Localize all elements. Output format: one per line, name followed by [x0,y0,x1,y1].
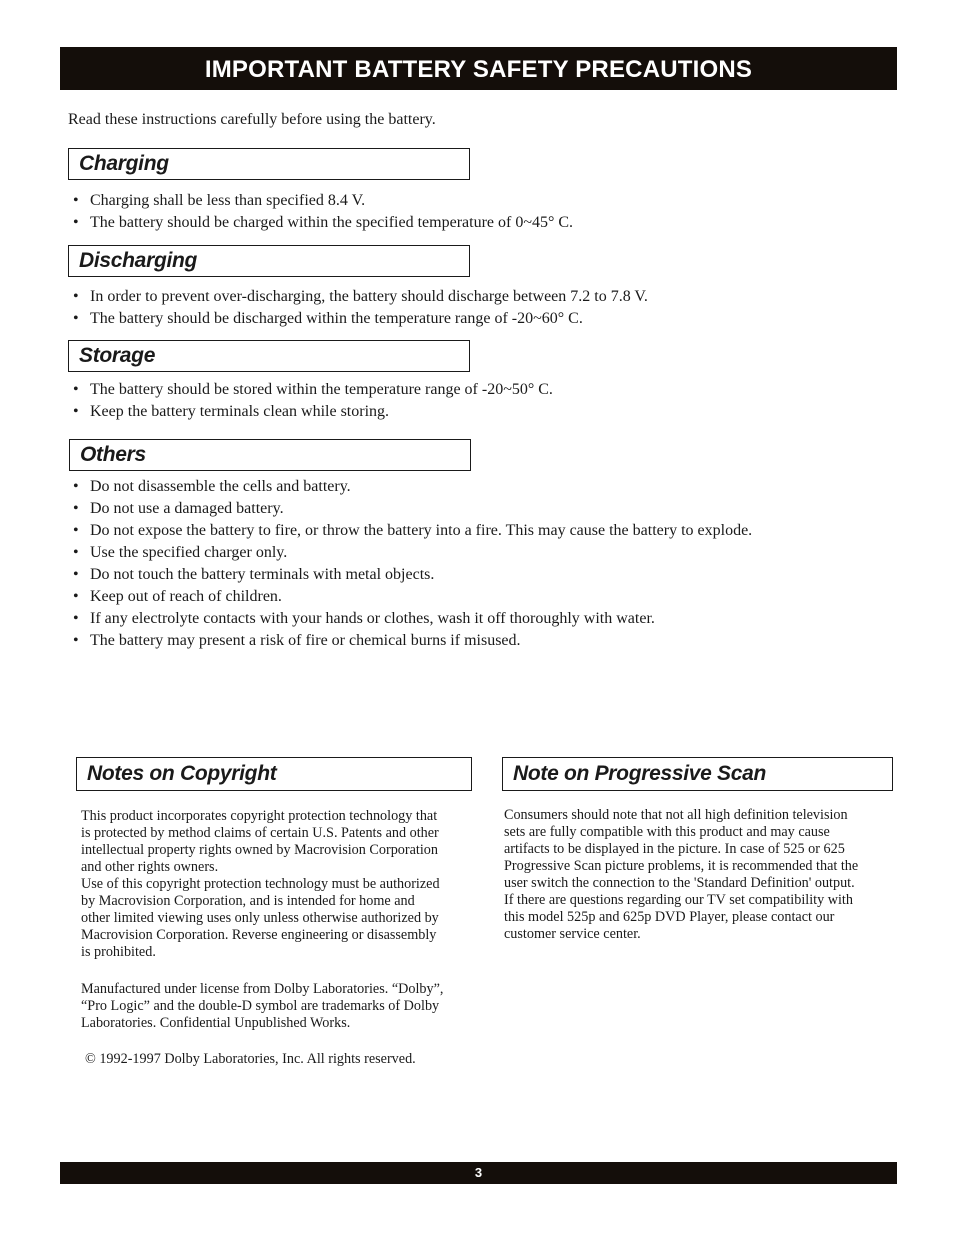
discharging-list [70,286,648,330]
intro-text: Read these instructions carefully before using the battery. [68,111,436,128]
list-item: • The battery should be discharged within the temperature range of -20~60° C. [70,308,648,330]
page-number-bar: 3 [60,1162,897,1184]
copyright-dolby-paragraph [81,981,443,1032]
copyright-macrovision-paragraph [81,808,440,961]
text-line: Laboratories. Confidential Unpublished Works. [81,1015,351,1031]
text-line: If there are questions regarding our TV set compatibility with [504,892,853,908]
list-item: • The battery should be charged within the specified temperature of 0~45° C. [70,212,573,234]
list-item: • Do not expose the battery to fire, or throw the battery into a fire. This may cause the battery to explode. [70,520,752,542]
storage-heading: Storage [68,340,470,372]
text-line: Use of this copyright protection technology must be authorized [81,876,440,892]
text-line: Consumers should note that not all high definition television [504,807,848,823]
text-line: user switch the connection to the 'Standard Definition' output. [504,875,855,891]
text-line: Manufactured under license from Dolby Laboratories. “Dolby”, [81,981,444,997]
text-line: This product incorporates copyright protection technology that [81,808,438,824]
storage-list [70,379,553,423]
discharging-heading: Discharging [68,245,470,277]
list-item: • Do not use a damaged battery. [70,498,752,520]
text-line: by Macrovision Corporation, and is intended for home and [81,893,415,909]
progressive-scan-paragraph [504,807,858,943]
list-item: • Keep the battery terminals clean while storing. [70,401,553,423]
list-item: • If any electrolyte contacts with your hands or clothes, wash it off thoroughly with water. [70,608,752,630]
text-line: and other rights owners. [81,859,219,875]
charging-list [70,190,573,234]
page-title-banner: IMPORTANT BATTERY SAFETY PRECAUTIONS [60,47,897,90]
text-line: other limited viewing uses only unless otherwise authorized by [81,910,439,926]
text-line: “Pro Logic” and the double-D symbol are trademarks of Dolby [81,998,440,1014]
text-line: intellectual property rights owned by Macrovision Corporation [81,842,438,858]
text-line: Macrovision Corporation. Reverse engineering or disassembly [81,927,437,943]
list-item: • Use the specified charger only. [70,542,752,564]
others-heading: Others [69,439,471,471]
list-item: • The battery should be stored within the temperature range of -20~50° C. [70,379,553,401]
text-line: customer service center. [504,926,641,942]
others-list [70,476,752,652]
list-item: • Keep out of reach of children. [70,586,752,608]
list-item: • Charging shall be less than specified 8.4 V. [70,190,573,212]
text-line: this model 525p and 625p DVD Player, please contact our [504,909,835,925]
charging-heading: Charging [68,148,470,180]
progressive-scan-heading: Note on Progressive Scan [502,757,893,791]
text-line: artifacts to be displayed in the picture. In case of 525 or 625 [504,841,845,857]
list-item: • The battery may present a risk of fire or chemical burns if misused. [70,630,752,652]
text-line: sets are fully compatible with this product and may cause [504,824,830,840]
text-line: is protected by method claims of certain U.S. Patents and other [81,825,439,841]
text-line: Progressive Scan picture problems, it is recommended that the [504,858,859,874]
copyright-heading: Notes on Copyright [76,757,472,791]
list-item: • In order to prevent over-discharging, the battery should discharge between 7.2 to 7.8 V. [70,286,648,308]
list-item: • Do not disassemble the cells and battery. [70,476,752,498]
text-line: is prohibited. [81,944,156,960]
list-item: • Do not touch the battery terminals with metal objects. [70,564,752,586]
copyright-notice: © 1992-1997 Dolby Laboratories, Inc. All rights reserved. [85,1051,416,1067]
